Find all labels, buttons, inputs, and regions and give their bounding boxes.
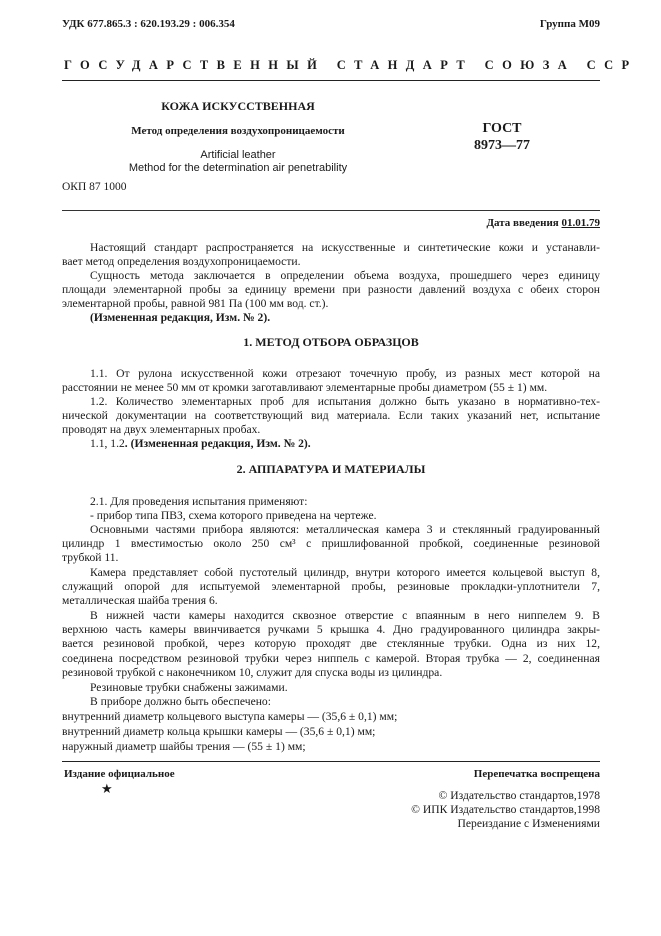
star-icon: ★ xyxy=(101,781,113,796)
introduction-date xyxy=(486,217,600,229)
intro-amendment: (Измененная редакция, Изм. № 2). xyxy=(90,311,271,324)
official-edition: Издание официальное xyxy=(64,768,175,780)
document-subtitle: Метод определения воздухопроницаемости xyxy=(131,125,345,137)
clamps-line: Резиновые трубки снабжены зажимами. xyxy=(90,681,288,694)
title-rule xyxy=(62,210,600,211)
chamber-paragraph: Камера представляет собой пустотелый цилиндр, внутри которого имеется кольцевой выступ 8, служащий опорой для испытуемой элементарной пробы, резиновые прокладки-уплотнители 7, металлическая шайба трения 6. xyxy=(62,566,600,608)
gost-label: ГОСТ xyxy=(482,121,522,136)
copyright-1978: © Издательство стандартов,1978 xyxy=(438,789,600,802)
reprint-prohibited: Перепечатка воспрещена xyxy=(473,768,600,780)
copyright-1998: © ИПК Издательство стандартов,1998 xyxy=(411,803,600,816)
okp-code: ОКП 87 1000 xyxy=(62,181,127,193)
paragraph-1-1: 1.1. От рулона искусственной кожи отрезают точечную пробу, из разных мест которой на расстоянии не менее 50 мм от кромки заготавливают элементарные пробы диаметром (55 ± 1) мм. xyxy=(62,367,600,395)
section-1-amendment: 1.1, 1.2. (Измененная редакция, Изм. № 2). xyxy=(90,437,311,450)
introduction-date-value: 01.01.79 xyxy=(561,217,600,229)
intro-paragraph-2: Сущность метода заключается в определении объема воздуха, прошедшего через единицу площади элементарной пробы за единицу времени при разности давлений воздуха с обеих сторон элементарной пробы, равной 981 Па (100 мм вод. ст.). xyxy=(62,269,600,311)
requirement-2: внутренний диаметр кольца крышки камеры — (35,6 ± 0,1) мм; xyxy=(62,725,376,738)
section-1-heading: 1. МЕТОД ОТБОРА ОБРАЗЦОВ xyxy=(243,335,419,349)
footer-rule xyxy=(62,761,600,762)
requirement-3: наружный диаметр шайбы трения — (55 ± 1) мм; xyxy=(62,740,306,753)
reissue-note: Переиздание с Изменениями xyxy=(457,817,600,830)
intro-paragraph-1: Настоящий стандарт распространяется на искусственные и синтетические кожи и устанавли- вает метод определения воздухопроницаемости. xyxy=(62,241,600,269)
document-title: КОЖА ИСКУССТВЕННАЯ xyxy=(161,99,315,113)
header-rule xyxy=(62,80,600,81)
paragraph-1-2: 1.2. Количество элементарных проб для испытания должно быть указано в нормативно-тех- нической документации на соответствующий вид материала. Если таких указаний нет, испытание проводят на двух элементарных пробах. xyxy=(62,395,600,437)
introduction-date-label: Дата введения xyxy=(486,217,559,229)
group-code: Группа М09 xyxy=(539,18,600,30)
main-parts-paragraph: Основными частями прибора являются: металлическая камера 3 и стеклянный градуированный цилиндр 1 вместимостью около 250 см³ с пришлифованной пробкой, соединенные резиновой трубкой 11. xyxy=(62,523,600,565)
requirement-1: внутренний диаметр кольцевого выступа камеры — (35,6 ± 0,1) мм; xyxy=(62,710,398,723)
udk-code: УДК 677.865.3 : 620.193.29 : 006.354 xyxy=(62,18,235,30)
gost-number: 8973—77 xyxy=(474,138,530,153)
lower-part-paragraph: В нижней части камеры находится сквозное отверстие с впаянным в него ниппелем 9. В верхнюю часть камеры ввинчивается ручками 5 крышка 4. Дно градуированного цилиндра закры- вается резиновой пробкой, через которую проходят две стеклянные трубки. Одна из них 12, соединена посредством резиновой трубки через ниппель с камерой. Вторая трубка — 2, соединенная резиновой трубкой с наконечником 10, служит для спуска воды из цилиндра. xyxy=(62,609,600,679)
english-title-line1: Artificial leather xyxy=(200,149,276,161)
english-title-line2: Method for the determination air penetrability xyxy=(128,162,348,174)
standard-banner: ГОСУДАРСТВЕННЫЙ СТАНДАРТ СОЮЗА ССР xyxy=(64,58,638,72)
paragraph-2-1: 2.1. Для проведения испытания применяют: xyxy=(90,495,308,508)
provide-line: В приборе должно быть обеспечено: xyxy=(90,695,271,708)
section-2-heading: 2. АППАРАТУРА И МАТЕРИАЛЫ xyxy=(236,462,426,476)
paragraph-2-1-item: - прибор типа ПВЗ, схема которого приведена на чертеже. xyxy=(90,509,377,522)
